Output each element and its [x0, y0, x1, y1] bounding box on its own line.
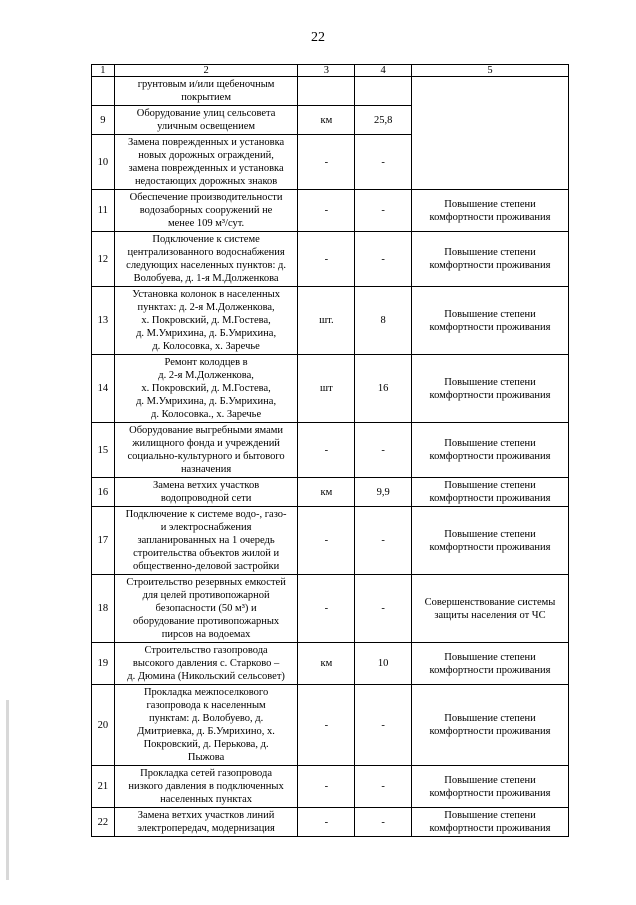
result-line: комфортности проживания	[429, 211, 551, 223]
row-quantity: -	[355, 190, 412, 232]
row-description	[114, 190, 298, 232]
description-line: х. Покровский, д. М.Гостева,	[141, 383, 271, 394]
result-line: Повышение степени	[444, 438, 536, 449]
row-number: 10	[92, 135, 115, 190]
table-row	[92, 507, 569, 575]
result-line: защиты населения от ЧС	[434, 609, 546, 621]
result-line: комфортности проживания	[429, 451, 551, 462]
row-quantity: 8	[355, 287, 412, 355]
header-cell: 4	[355, 65, 412, 77]
description-line: пунктах: д. 2-я М.Долженкова,	[137, 302, 275, 313]
row-result	[412, 478, 569, 507]
row-unit: -	[298, 423, 355, 478]
description-line: Обеспечение производительности	[129, 192, 283, 203]
result-line: комфортности проживания	[429, 726, 551, 737]
result-line: Повышение степени	[444, 376, 536, 388]
row-quantity: 9,9	[355, 478, 412, 507]
description-line: назначения	[180, 464, 232, 475]
row-result	[412, 808, 569, 837]
table-row	[92, 808, 569, 837]
description-line: низкого давления в подключенных	[128, 781, 284, 792]
table-row	[92, 766, 569, 808]
description-line: Прокладка сетей газопровода	[140, 768, 273, 779]
description-line: жилищного фонда и учреждений	[132, 438, 280, 449]
row-number: 12	[92, 232, 115, 287]
description-line: социально-культурного и бытового	[127, 451, 285, 462]
row-number: 22	[92, 808, 115, 837]
scan-margin-mark	[6, 700, 9, 880]
description-line: д. Дюмина (Никольский сельсовет)	[127, 671, 285, 682]
row-description	[114, 808, 298, 837]
description-line: Оборудование выгребными ямами	[129, 425, 284, 436]
row-quantity: -	[355, 232, 412, 287]
description-line: д. Колосовка, х. Заречье	[152, 341, 260, 352]
row-description	[114, 478, 298, 507]
row-description	[114, 685, 298, 766]
description-line: замена поврежденных и установка	[128, 163, 284, 174]
description-line: Волобуева, д. 1-я М.Долженкова	[133, 273, 279, 284]
description-line: грунтовым и/или щебеночным	[137, 79, 275, 90]
result-line: Совершенствование системы	[424, 596, 556, 608]
row-unit: -	[298, 685, 355, 766]
description-line: уличным освещением	[157, 121, 256, 132]
description-line: Прокладка межпоселкового	[143, 687, 269, 698]
row-description	[114, 355, 298, 423]
row-number: 14	[92, 355, 115, 423]
description-line: Установка колонок в населенных	[132, 289, 280, 300]
measures-table	[91, 64, 569, 837]
row-quantity: -	[355, 575, 412, 643]
row-result	[412, 507, 569, 575]
row-unit: -	[298, 190, 355, 232]
row-description	[114, 575, 298, 643]
result-line: Повышение степени	[444, 810, 536, 821]
row-quantity: -	[355, 766, 412, 808]
row-number: 19	[92, 643, 115, 685]
row-unit: шт.	[298, 287, 355, 355]
description-line: Замена ветхих участков	[152, 480, 260, 491]
row-quantity	[355, 77, 412, 106]
description-line: водопроводной сети	[160, 493, 252, 504]
row-unit: шт	[298, 355, 355, 423]
description-line: Пыжова	[187, 752, 225, 763]
row-number: 9	[92, 106, 115, 135]
row-unit: км	[298, 643, 355, 685]
row-description	[114, 77, 298, 106]
table-row	[92, 643, 569, 685]
description-line: для целей противопожарной	[142, 590, 270, 601]
table-header-row	[92, 65, 569, 77]
row-description	[114, 287, 298, 355]
description-line: д. Колосовка., х. Заречье	[151, 409, 262, 420]
header-cell: 1	[92, 65, 115, 77]
result-line: комфортности проживания	[429, 493, 551, 504]
result-line: Повышение степени	[444, 247, 536, 258]
description-line: безопасности (50 м³) и	[155, 603, 257, 614]
description-line: централизованного водоснабжения	[127, 247, 285, 258]
result-line: Повышение степени	[444, 480, 536, 491]
row-quantity: -	[355, 507, 412, 575]
description-line: электропередач, модернизация	[137, 823, 275, 834]
result-line: Повышение степени	[444, 528, 536, 540]
table-row	[92, 190, 569, 232]
row-result	[412, 77, 569, 190]
header-cell: 5	[412, 65, 569, 77]
row-unit: -	[298, 575, 355, 643]
row-number: 17	[92, 507, 115, 575]
table-row	[92, 287, 569, 355]
row-unit: -	[298, 808, 355, 837]
row-quantity: 25,8	[355, 106, 412, 135]
description-line: населенных пунктах	[160, 794, 253, 805]
row-unit	[298, 77, 355, 106]
row-quantity: 16	[355, 355, 412, 423]
description-line: высокого давления с. Старково –	[132, 658, 280, 669]
row-quantity: -	[355, 423, 412, 478]
description-line: Оборудование улиц сельсовета	[136, 108, 276, 119]
description-line: Дмитриевка, д. Б.Умрихино, х.	[137, 726, 275, 737]
description-line: недостающих дорожных знаков	[134, 176, 278, 187]
result-line: комфортности проживания	[429, 787, 551, 799]
table-row	[92, 355, 569, 423]
description-line: Подключение к системе водо-, газо-	[125, 509, 287, 520]
description-line: газопровода к населенным	[146, 700, 266, 711]
description-line: Строительство газопровода	[144, 645, 268, 656]
description-line: пунктам: д. Волобуево, д.	[148, 713, 264, 724]
row-result	[412, 190, 569, 232]
row-number: 16	[92, 478, 115, 507]
result-line: Повышение степени	[444, 651, 536, 663]
row-unit: км	[298, 106, 355, 135]
description-line: Подключение к системе	[152, 234, 260, 245]
row-unit: км	[298, 478, 355, 507]
row-unit: -	[298, 507, 355, 575]
result-line: комфортности проживания	[429, 664, 551, 676]
description-line: х. Покровский, д. М.Гостева,	[141, 315, 271, 326]
result-line: Повышение степени	[444, 308, 536, 320]
description-line: и электроснабжения	[160, 522, 252, 533]
description-line: Строительство резервных емкостей	[126, 577, 286, 588]
row-result	[412, 355, 569, 423]
row-description	[114, 135, 298, 190]
description-line: оборудование противопожарных	[133, 616, 280, 627]
page-number: 22	[311, 30, 325, 45]
table-row	[92, 423, 569, 478]
result-line: комфортности проживания	[429, 389, 551, 401]
row-result	[412, 685, 569, 766]
description-line: д. М.Умрихина, д. Б.Умрихина,	[136, 396, 277, 407]
header-cell: 2	[114, 65, 298, 77]
row-unit: -	[298, 766, 355, 808]
row-result	[412, 423, 569, 478]
row-description	[114, 507, 298, 575]
description-line: Ремонт колодцев в	[164, 357, 248, 368]
description-line: Покровский, д. Перькова, д.	[143, 739, 269, 750]
row-result	[412, 643, 569, 685]
row-result	[412, 766, 569, 808]
description-line: д. 2-я М.Долженкова,	[158, 370, 254, 381]
description-line: новых дорожных ограждений,	[138, 150, 274, 161]
description-line: водозаборных сооружений не	[139, 205, 273, 216]
description-line: строительства объектов жилой и	[133, 548, 280, 559]
row-number: 15	[92, 423, 115, 478]
row-number	[92, 77, 115, 106]
row-number: 20	[92, 685, 115, 766]
result-line: комфортности проживания	[429, 823, 551, 834]
row-number: 18	[92, 575, 115, 643]
row-description	[114, 423, 298, 478]
row-result	[412, 232, 569, 287]
description-line: Замена ветхих участков линий	[137, 810, 275, 821]
table-row	[92, 478, 569, 507]
row-quantity: -	[355, 135, 412, 190]
description-line: Замена поврежденных и установка	[127, 137, 285, 148]
row-description	[114, 766, 298, 808]
row-unit: -	[298, 135, 355, 190]
result-line: Повышение степени	[444, 713, 536, 724]
row-number: 21	[92, 766, 115, 808]
result-line: комфортности проживания	[429, 321, 551, 333]
result-line: комфортности проживания	[429, 541, 551, 553]
row-description	[114, 232, 298, 287]
table-row	[92, 232, 569, 287]
row-number: 13	[92, 287, 115, 355]
row-result	[412, 575, 569, 643]
table-row	[92, 575, 569, 643]
row-number: 11	[92, 190, 115, 232]
row-result	[412, 287, 569, 355]
row-description	[114, 106, 298, 135]
row-quantity: -	[355, 685, 412, 766]
row-description	[114, 643, 298, 685]
result-line: комфортности проживания	[429, 260, 551, 271]
description-line: д. М.Умрихина, д. Б.Умрихина,	[136, 328, 277, 339]
result-line: Повышение степени	[444, 774, 536, 786]
row-quantity: 10	[355, 643, 412, 685]
description-line: общественно-деловой застройки	[132, 561, 280, 572]
description-line: менее 109 м³/сут.	[168, 218, 245, 229]
description-line: покрытием	[181, 92, 231, 103]
result-line: Повышение степени	[444, 198, 536, 210]
description-line: запланированных на 1 очередь	[137, 535, 275, 546]
header-cell: 3	[298, 65, 355, 77]
description-line: пирсов на водоемах	[161, 629, 251, 640]
table-row	[92, 685, 569, 766]
table-row	[92, 77, 569, 106]
description-line: следующих населенных пунктов: д.	[126, 260, 287, 271]
row-quantity: -	[355, 808, 412, 837]
row-unit: -	[298, 232, 355, 287]
